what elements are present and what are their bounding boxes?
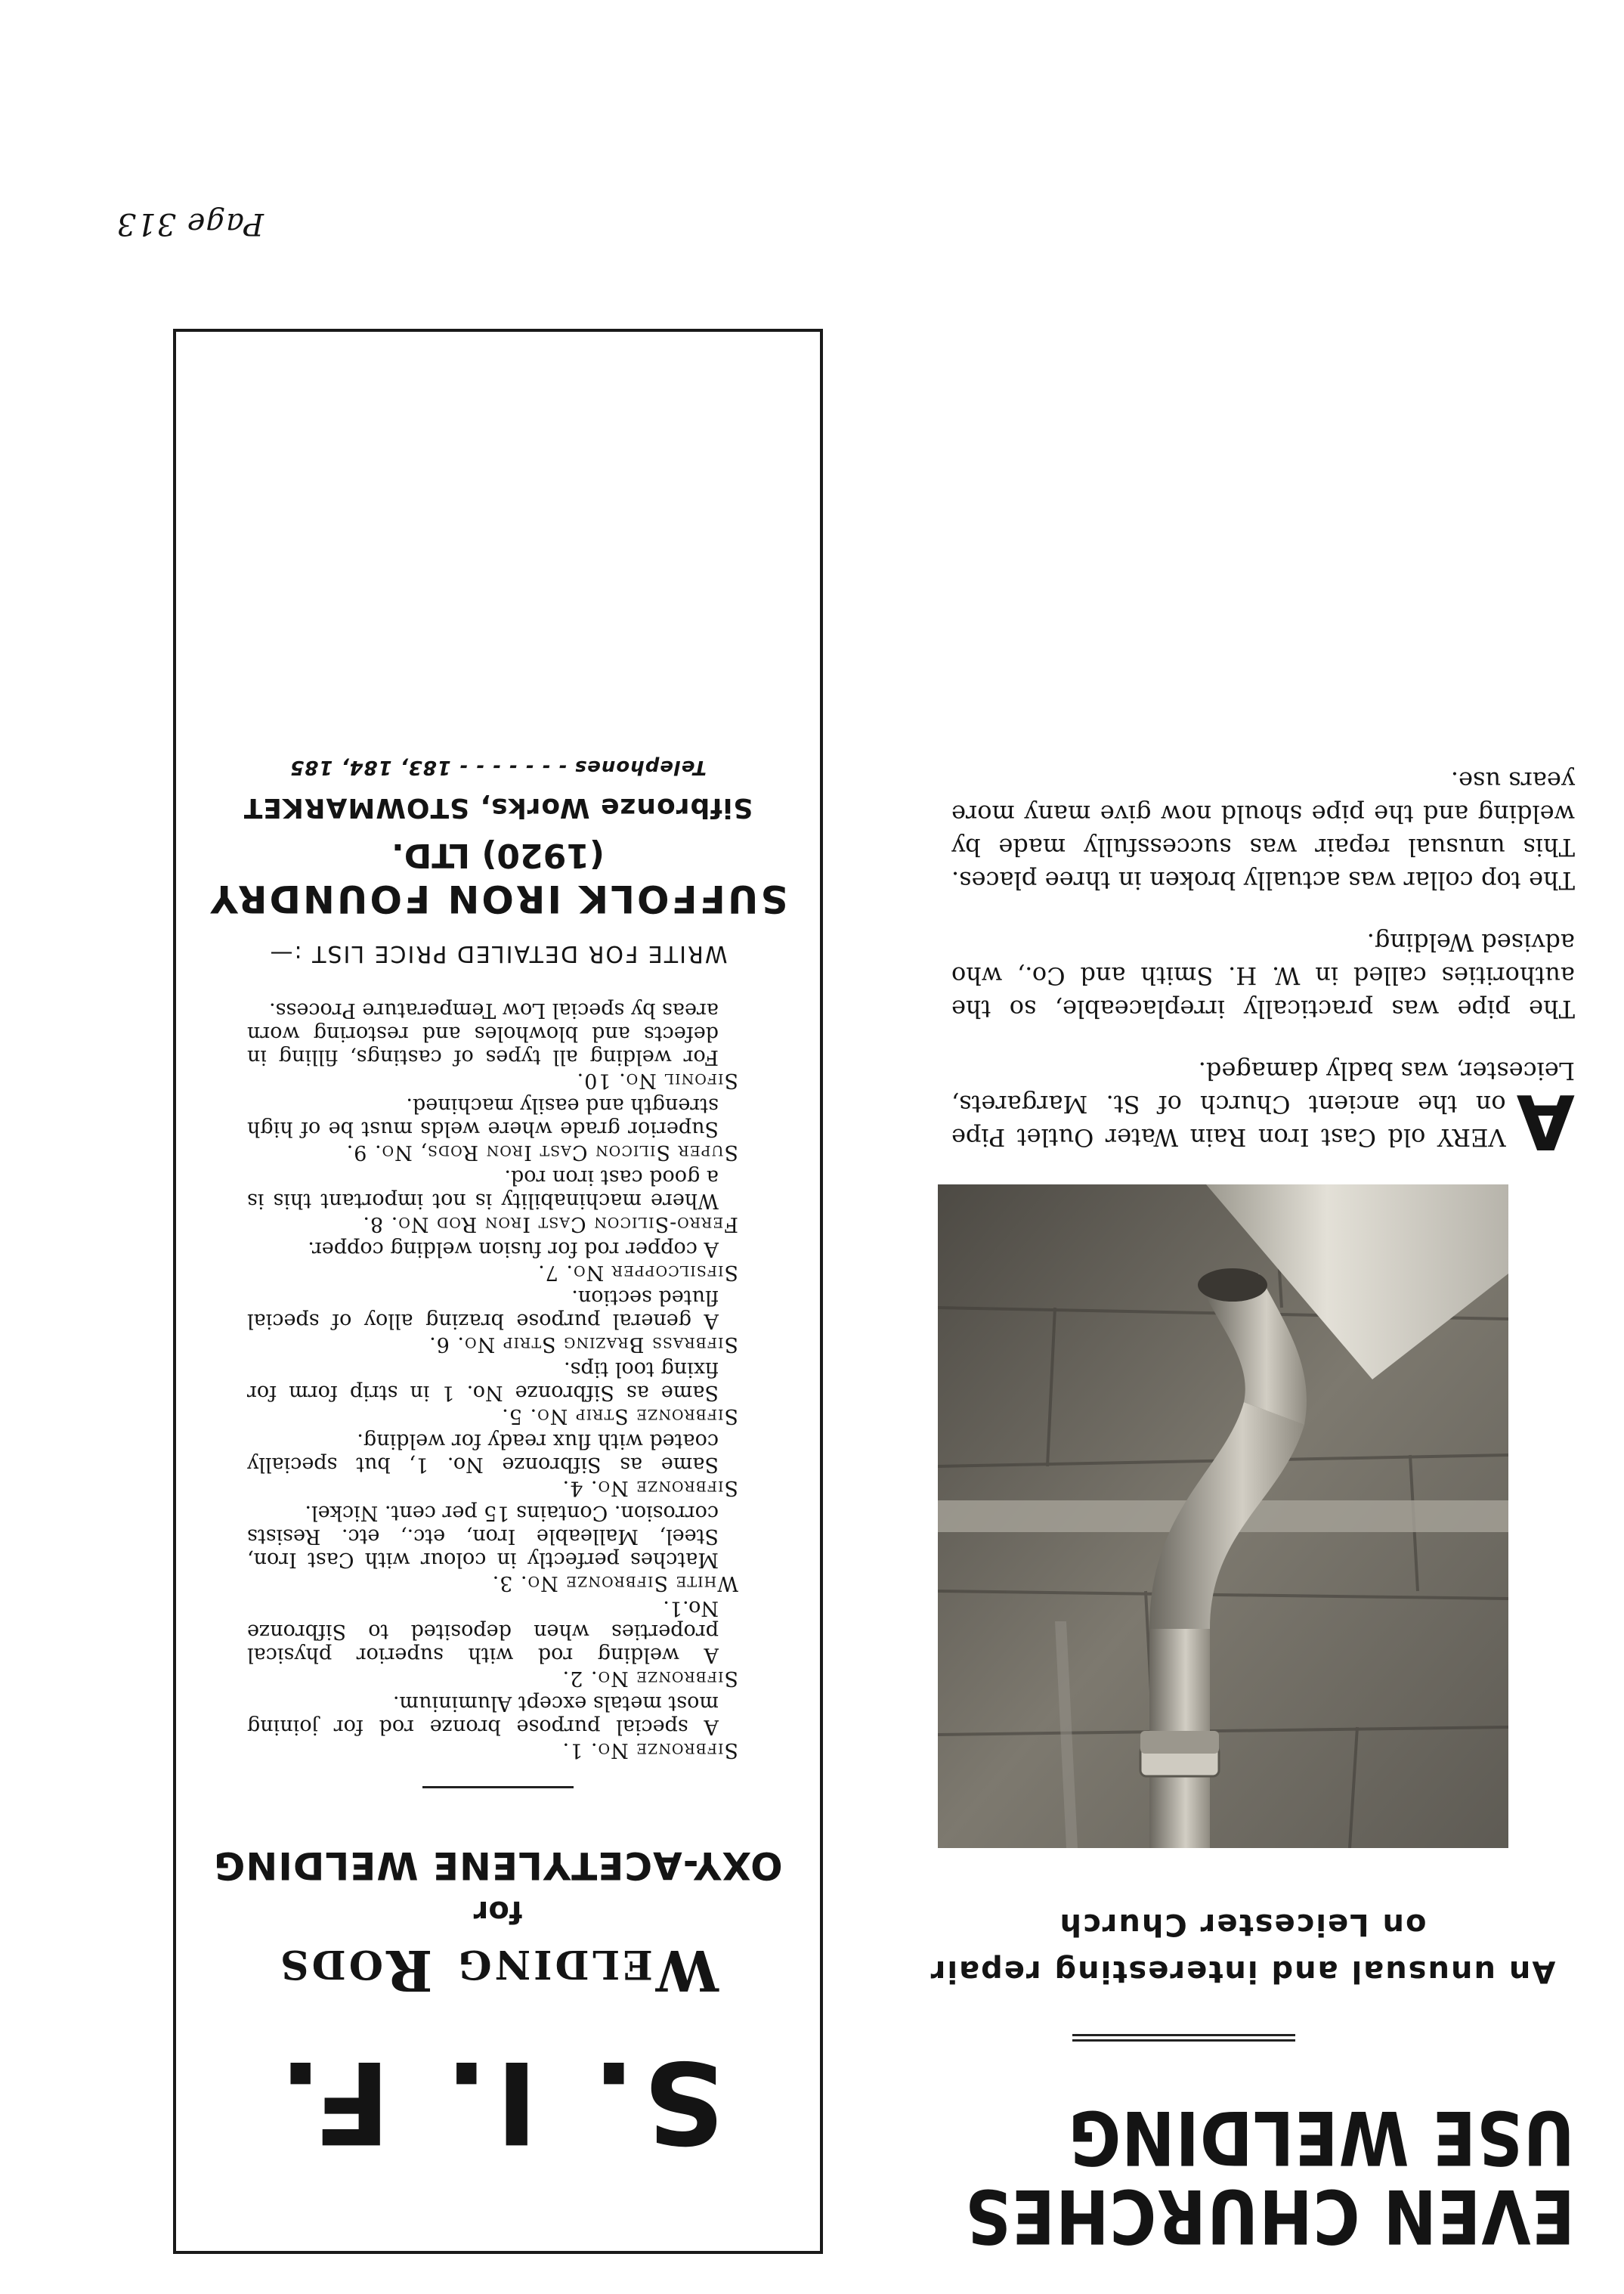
- article-column: [853, 735, 1575, 2258]
- article-paragraph-1-text: VERY old Cast Iron Rain Water Outlet Pipe on the ancient Church of St. Margarets, Leicester, was badly damaged.: [951, 1057, 1575, 1152]
- product-item: [247, 1501, 738, 1595]
- ad-divider: [422, 1786, 574, 1788]
- product-item: [247, 1358, 738, 1428]
- article-subhead: [910, 1901, 1575, 1995]
- ad-for-word: for: [473, 1894, 523, 1929]
- product-list: [247, 998, 738, 1762]
- product-description: For welding all types of castings, filling in defects and blowholes and restoring worn areas by special Low Temperature Process.: [247, 998, 719, 1069]
- ad-brand: S. I. F.: [271, 2035, 725, 2167]
- ad-subtitle: OXY-ACETYLENE WELDING: [213, 1844, 783, 1887]
- ad-company-ltd: (1920) LTD.: [391, 836, 605, 875]
- product-name: Sifbronze No. 2.: [561, 1667, 738, 1690]
- article-paragraph-2: The pipe was practically irreplaceable, so the authorities called in W. H. Smith and Co., who advised Welding.: [951, 928, 1575, 1023]
- product-description: Same as Sifbronze No. 1 in strip form for fixing tool tips.: [247, 1358, 719, 1404]
- product-name: Sifbronze Strip No. 5.: [501, 1404, 738, 1428]
- article-paragraph-3: The top collar was actually broken in three places. This unusual repair was successfully made by welding and the pipe should now give many more years use.: [951, 766, 1575, 895]
- product-name: Super Silicon Cast Iron Rods, No. 9.: [345, 1141, 738, 1164]
- article-paragraph-1: [951, 1054, 1575, 1166]
- pipe-photograph: [938, 1184, 1508, 1848]
- article-body: [951, 764, 1575, 1166]
- advertisement-box: [173, 329, 823, 2254]
- headline-line-2: USE WELDING: [1068, 2094, 1575, 2180]
- article-headline: [853, 2094, 1575, 2258]
- drop-cap-letter: A: [1516, 1077, 1575, 1166]
- pipe-photo-illustration: [938, 1184, 1508, 1848]
- product-item: [247, 1094, 738, 1164]
- product-name: White Sifbronze No. 3.: [491, 1571, 738, 1595]
- ad-write-for-price-list: WRITE FOR DETAILED PRICE LIST :—: [268, 940, 728, 967]
- product-name: Sifbronze No. 4.: [561, 1476, 738, 1500]
- subhead-line-1: An unusual and interesting repair: [929, 1954, 1556, 1989]
- product-name: Sifbronze No. 1.: [561, 1738, 738, 1762]
- subhead-line-2: on Leicester Church: [1058, 1907, 1427, 1942]
- product-name: Sifbrass Brazing Strip No. 6.: [428, 1333, 738, 1356]
- product-description: Superior grade where welds must be of high strength and easily machined.: [247, 1094, 719, 1141]
- product-description: A special purpose bronze rod for joining most metals except Aluminium.: [247, 1692, 719, 1738]
- product-description: Where machinability is not important this is a good cast iron rod.: [247, 1166, 719, 1212]
- product-name: Ferro-Silicon Cast Iron Rod No. 8.: [362, 1212, 738, 1236]
- ad-company-name: SUFFOLK IRON FOUNDRY: [208, 877, 788, 921]
- page-number: Page 313: [116, 206, 264, 241]
- ad-telephones: Telephones - - - - - - - 183, 184, 185: [289, 756, 707, 779]
- ad-title: Welding Rods: [277, 1937, 719, 2002]
- product-item: [247, 998, 738, 1092]
- product-name: Sifsilcopper No. 7.: [537, 1261, 738, 1284]
- product-item: [247, 1166, 738, 1236]
- product-item: [247, 1692, 738, 1762]
- product-description: A copper rod for fusion welding copper.: [308, 1237, 719, 1261]
- double-rule-divider: [1072, 2034, 1295, 2042]
- headline-line-1: EVEN CHURCHES: [964, 2172, 1575, 2258]
- product-description: A welding rod with superior physical properties when deposited to Sifbronze No.1.: [247, 1596, 719, 1667]
- product-item: [247, 1429, 738, 1500]
- product-item: [247, 1237, 738, 1284]
- product-description: A general purpose brazing alloy of special fluted section.: [247, 1286, 719, 1333]
- product-name: Sifonil No. 10.: [576, 1069, 738, 1092]
- product-item: [247, 1286, 738, 1356]
- product-item: [247, 1596, 738, 1690]
- product-description: Same as Sifbronze No. 1, but specially coated with flux ready for welding.: [247, 1429, 719, 1476]
- ad-address: Sifbronze Works, STOWMARKET: [243, 792, 753, 823]
- product-description: Matches perfectly in colour with Cast Iron, Steel, Malleable Iron, etc., etc. Resists corrosion. Contains 15 per cent. Nickel.: [247, 1501, 719, 1571]
